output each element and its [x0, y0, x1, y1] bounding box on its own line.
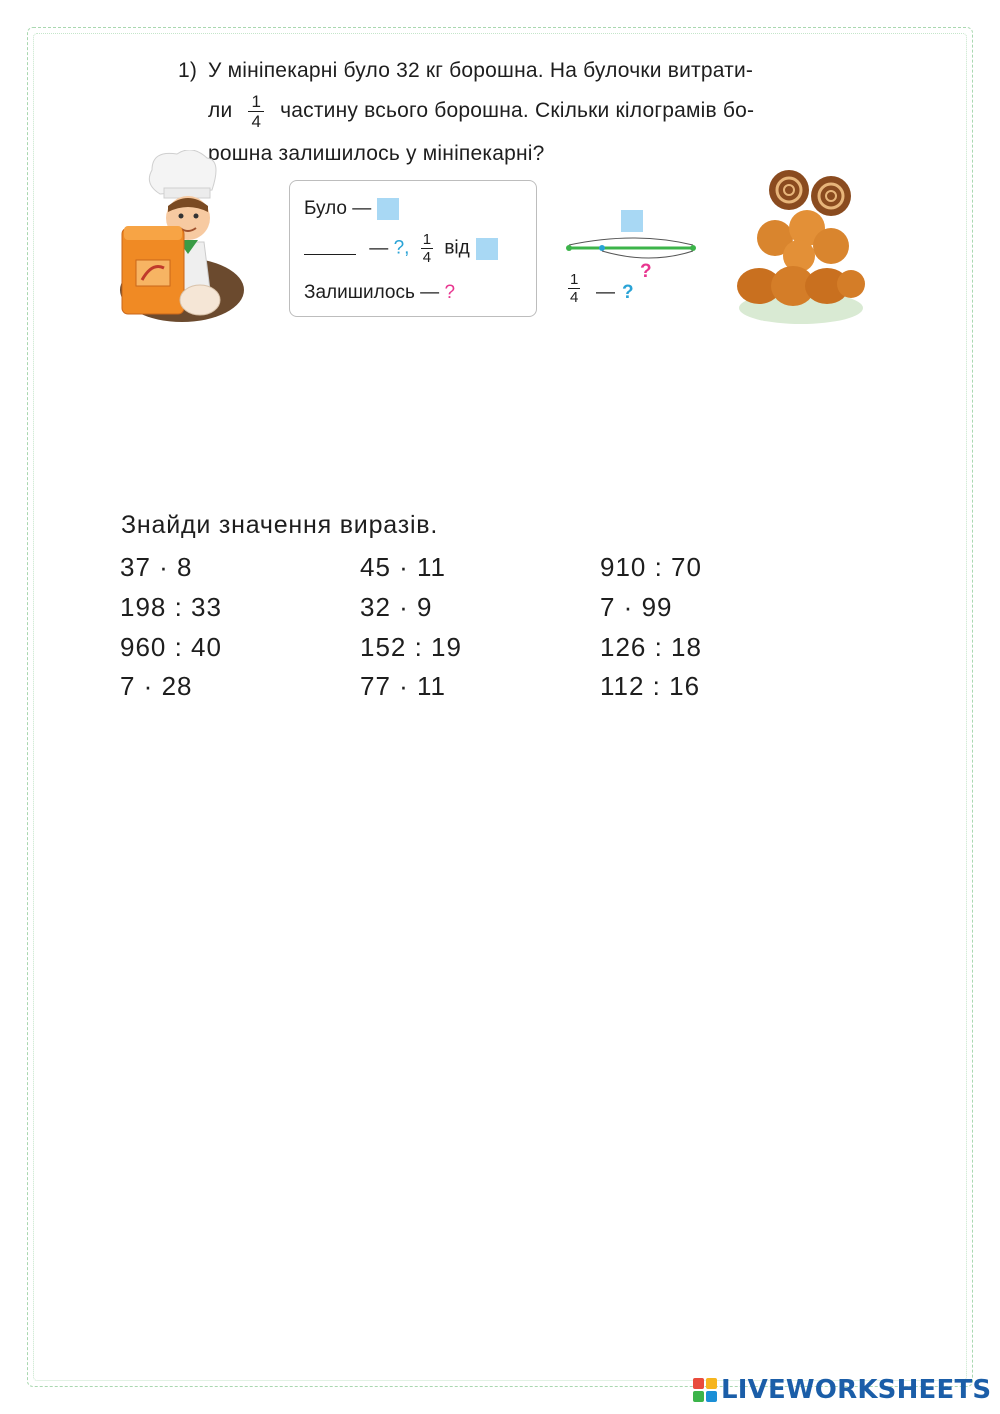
- task-line-3: [208, 131, 545, 176]
- scheme-dash: —: [369, 237, 389, 259]
- expression-item: 960 : 40: [120, 632, 222, 662]
- expression-item: 112 : 16: [600, 671, 701, 701]
- expression-item: 7 · 99: [600, 592, 673, 622]
- task-number: 1): [178, 59, 198, 82]
- scheme-was-label: Було —: [304, 198, 372, 220]
- fraction-denominator: 4: [570, 289, 579, 306]
- short-record-box: [289, 180, 537, 317]
- task-line-3-text: рошна залишилось у мініпекарні?: [208, 142, 545, 165]
- segment-line: [560, 235, 705, 265]
- answer-square[interactable]: [377, 198, 399, 220]
- fraction-numerator: 1: [248, 92, 264, 112]
- scheme-left-label: Залишилось —: [304, 282, 440, 303]
- logo-mark-icon: [693, 1378, 717, 1402]
- blank-line[interactable]: [304, 242, 356, 255]
- scheme-row-spent: [304, 231, 498, 266]
- expression-item: 152 : 19: [360, 632, 462, 662]
- scheme-from-label: від: [444, 237, 470, 259]
- answer-square[interactable]: [476, 238, 498, 260]
- expression-item: 77 · 11: [360, 671, 447, 701]
- fraction-denominator: 4: [251, 111, 262, 131]
- expression-item: 198 : 33: [120, 592, 222, 622]
- question-mark: ?: [640, 261, 652, 282]
- expression-item: 37 · 8: [120, 552, 193, 582]
- question-mark: ?,: [393, 237, 410, 259]
- exercise-title: Знайди значення виразів.: [121, 511, 439, 539]
- task-line-2-start: ли: [208, 99, 233, 122]
- segment-dash: —: [596, 282, 615, 303]
- fraction-numerator: 1: [570, 271, 579, 288]
- expression-item: 32 · 9: [360, 592, 433, 622]
- task-line-1-text: У мініпекарні було 32 кг борошна. На булочки витрати-: [208, 59, 754, 82]
- answer-square[interactable]: [621, 210, 643, 232]
- segment-diagram: [560, 205, 710, 320]
- expression-item: 910 : 70: [600, 552, 702, 582]
- scheme-fraction: [421, 231, 433, 266]
- buns-illustration: [735, 168, 867, 326]
- expression-item: 126 : 18: [600, 632, 702, 662]
- question-mark: ?: [444, 282, 456, 303]
- expression-item: 7 · 28: [120, 671, 193, 701]
- segment-fraction: [568, 271, 580, 306]
- scheme-row-left: [304, 282, 455, 304]
- question-mark: ?: [622, 282, 634, 303]
- fraction-numerator: 1: [422, 231, 432, 248]
- task-fraction: [248, 92, 264, 131]
- expression-item: 45 · 11: [360, 552, 447, 582]
- baker-illustration: [112, 150, 247, 328]
- scheme-row-was: [304, 198, 399, 220]
- task-line-2: [208, 88, 754, 133]
- logo-text: LIVEWORKSHEETS: [721, 1375, 992, 1405]
- task-line-2-end: частину всього борошна. Скільки кілограмів бо-: [280, 99, 755, 122]
- task-line-1: [208, 48, 753, 93]
- liveworksheets-logo: [693, 1374, 991, 1406]
- fraction-denominator: 4: [422, 249, 432, 266]
